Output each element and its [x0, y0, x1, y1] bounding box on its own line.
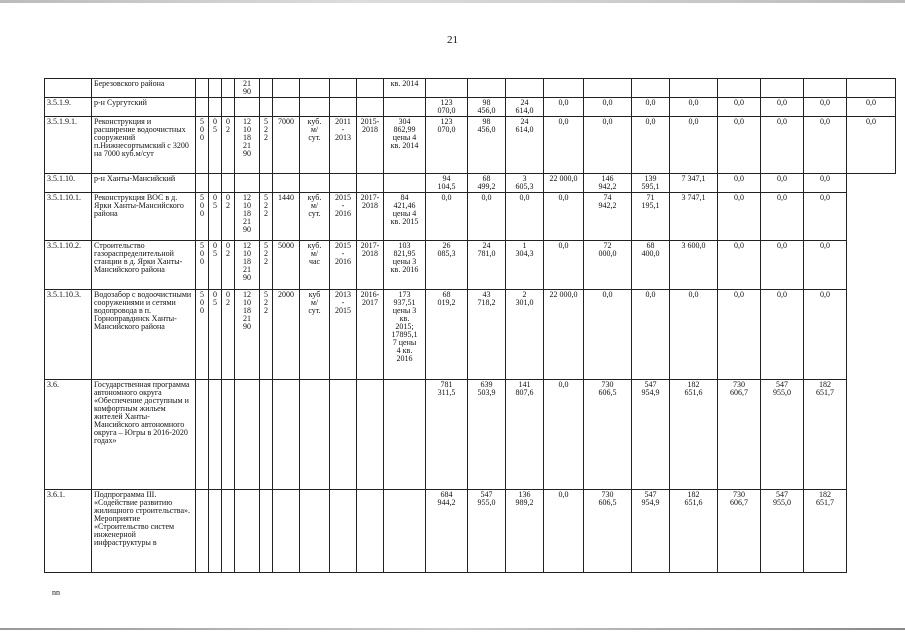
cell-total: 0,0 [426, 193, 468, 241]
cell-fin-2017-local: 3 747,1 [670, 193, 718, 241]
cell-design-period [330, 98, 357, 117]
cell-kbk1 [196, 98, 209, 117]
cell-fin-2017-total: 0,0 [584, 290, 632, 380]
cell-fin-2017-local: 7 347,1 [670, 174, 718, 193]
cell-fin-2017-ao: 68 400,0 [632, 241, 670, 290]
cell-fin-2018-ao: 0,0 [761, 98, 804, 117]
cell-fin-2018-ao: 0,0 [761, 290, 804, 380]
cell-unit [300, 174, 330, 193]
cell-kbk4 [235, 174, 260, 193]
cell-estimated-cost [384, 174, 426, 193]
cell-other-sources: 0,0 [544, 380, 584, 490]
cell-design-period: 2011 - 2013 [330, 117, 357, 174]
table-row [45, 79, 896, 98]
cell-budget-ao: 0,0 [468, 193, 506, 241]
cell-kbk3 [222, 490, 235, 573]
cell-design-period [330, 490, 357, 573]
cell-kbk3: 0 2 [222, 193, 235, 241]
cell-kbk4: 12 10 18 21 90 [235, 241, 260, 290]
cell-total: 26 085,3 [426, 241, 468, 290]
cell-code: 3.6.1. [45, 490, 92, 573]
cell-kbk4: 21 90 [235, 79, 260, 98]
cell-design-period: 2015 - 2016 [330, 193, 357, 241]
cell-fin-2017-local: 3 600,0 [670, 241, 718, 290]
cell-kbk2: 0 5 [209, 193, 222, 241]
cell-fin-2017-local: 0,0 [670, 117, 718, 174]
cell-extra: 0,0 [847, 98, 896, 117]
cell-design-period [330, 174, 357, 193]
cell-fin-2018-ao: 0,0 [761, 241, 804, 290]
cell-capacity [273, 380, 300, 490]
cell-budget-local: 24 614,0 [506, 117, 544, 174]
cell-fin-2017-ao [632, 79, 670, 98]
table-row [45, 380, 896, 490]
scan-edge-top [0, 0, 905, 3]
cell-budget-ao: 24 781,0 [468, 241, 506, 290]
cell-name: Строительство газораспределительной станции в д. Ярки Ханты-Мансийского района [92, 241, 196, 290]
cell-kbk4 [235, 98, 260, 117]
cell-estimated-cost: 84 421,46 цены 4 кв. 2015 [384, 193, 426, 241]
cell-fin-2018-ao: 547 955,0 [761, 380, 804, 490]
cell-kbk5 [260, 490, 273, 573]
cell-other-sources: 22 000,0 [544, 290, 584, 380]
cell-budget-local: 136 989,2 [506, 490, 544, 573]
cell-fin-2018-total: 730 606,7 [718, 490, 761, 573]
cell-fin-2017-local: 0,0 [670, 98, 718, 117]
cell-kbk1: 5 0 0 [196, 290, 209, 380]
cell-code: 3.5.1.9. [45, 98, 92, 117]
cell-budget-local: 3 605,3 [506, 174, 544, 193]
cell-name: Березовского района [92, 79, 196, 98]
cell-fin-2018-local: 0,0 [804, 174, 847, 193]
cell-kbk5: 5 2 2 [260, 290, 273, 380]
cell-fin-2018-local: 182 651,7 [804, 380, 847, 490]
cell-build-period: 2017- 2018 [357, 193, 384, 241]
cell-code: 3.5.1.10.3. [45, 290, 92, 380]
table-row [45, 98, 896, 117]
table-row [45, 241, 896, 290]
cell-kbk2: 0 5 [209, 241, 222, 290]
cell-fin-2018-local [804, 79, 847, 98]
cell-build-period [357, 79, 384, 98]
cell-kbk4 [235, 380, 260, 490]
cell-other-sources: 22 000,0 [544, 174, 584, 193]
cell-fin-2017-total: 74 942,2 [584, 193, 632, 241]
cell-fin-2017-ao: 139 595,1 [632, 174, 670, 193]
cell-unit: куб. м/ час [300, 241, 330, 290]
cell-kbk5: 5 2 2 [260, 241, 273, 290]
cell-design-period: 2013 - 2015 [330, 290, 357, 380]
cell-fin-2017-ao: 71 195,1 [632, 193, 670, 241]
cell-fin-2018-local: 0,0 [804, 117, 847, 174]
cell-total: 684 944,2 [426, 490, 468, 573]
cell-budget-ao [468, 79, 506, 98]
cell-other-sources [544, 79, 584, 98]
cell-code: 3.6. [45, 380, 92, 490]
cell-estimated-cost [384, 490, 426, 573]
table-row [45, 290, 896, 380]
cell-name: р-н Сургутский [92, 98, 196, 117]
cell-build-period: 2017- 2018 [357, 241, 384, 290]
cell-kbk2 [209, 490, 222, 573]
cell-fin-2017-total: 0,0 [584, 98, 632, 117]
cell-unit [300, 98, 330, 117]
cell-kbk5: 5 2 2 [260, 193, 273, 241]
table-row [45, 117, 896, 174]
cell-fin-2017-total: 146 942,2 [584, 174, 632, 193]
cell-fin-2017-local: 182 651,6 [670, 380, 718, 490]
cell-estimated-cost: 103 821,95 цены 3 кв. 2016 [384, 241, 426, 290]
cell-kbk3 [222, 174, 235, 193]
cell-total: 123 070,0 [426, 98, 468, 117]
cell-estimated-cost [384, 98, 426, 117]
cell-design-period [330, 380, 357, 490]
cell-total: 123 070,0 [426, 117, 468, 174]
cell-kbk1 [196, 380, 209, 490]
cell-total [426, 79, 468, 98]
cell-fin-2017-ao: 547 954,9 [632, 490, 670, 573]
cell-total: 94 104,5 [426, 174, 468, 193]
cell-kbk3: 0 2 [222, 241, 235, 290]
cell-extra [847, 79, 896, 98]
cell-kbk1 [196, 79, 209, 98]
cell-extra: 0,0 [847, 117, 896, 174]
cell-budget-ao: 68 499,2 [468, 174, 506, 193]
cell-build-period [357, 490, 384, 573]
table-row [45, 490, 896, 573]
cell-fin-2018-total: 0,0 [718, 117, 761, 174]
cell-estimated-cost: 304 862,99 цены 4 кв. 2014 [384, 117, 426, 174]
cell-budget-ao: 639 503,9 [468, 380, 506, 490]
cell-budget-ao: 547 955,0 [468, 490, 506, 573]
cell-code [45, 79, 92, 98]
cell-kbk4 [235, 490, 260, 573]
cell-unit: куб. м/ сут. [300, 193, 330, 241]
cell-budget-ao: 43 718,2 [468, 290, 506, 380]
cell-kbk1: 5 0 0 [196, 241, 209, 290]
cell-capacity: 1440 [273, 193, 300, 241]
cell-unit: куб. м/ сут. [300, 117, 330, 174]
cell-build-period [357, 174, 384, 193]
cell-fin-2017-total: 0,0 [584, 117, 632, 174]
cell-kbk1 [196, 174, 209, 193]
cell-name: р-н Ханты-Мансийский [92, 174, 196, 193]
cell-fin-2017-total: 72 000,0 [584, 241, 632, 290]
cell-budget-local: 0,0 [506, 193, 544, 241]
cell-fin-2018-ao [761, 79, 804, 98]
cell-code: 3.5.1.10.2. [45, 241, 92, 290]
cell-kbk2 [209, 380, 222, 490]
cell-fin-2018-total [718, 79, 761, 98]
cell-other-sources: 0,0 [544, 241, 584, 290]
cell-design-period: 2015 - 2016 [330, 241, 357, 290]
cell-fin-2017-local: 182 651,6 [670, 490, 718, 573]
page-number: 21 [447, 34, 458, 46]
cell-fin-2018-ao: 0,0 [761, 117, 804, 174]
cell-other-sources: 0,0 [544, 193, 584, 241]
cell-capacity [273, 79, 300, 98]
cell-fin-2018-total: 0,0 [718, 241, 761, 290]
cell-kbk2: 0 5 [209, 290, 222, 380]
cell-name: Подпрограмма III. «Содействие развитию жилищного строительства». Мероприятие «Строительство систем инженерной инфраструктуры в [92, 490, 196, 573]
cell-fin-2018-total: 0,0 [718, 290, 761, 380]
cell-kbk5 [260, 98, 273, 117]
cell-kbk4: 12 10 18 21 90 [235, 117, 260, 174]
cell-capacity: 5000 [273, 241, 300, 290]
cell-name: Реконструкция ВОС в д. Ярки Ханты-Мансийского района [92, 193, 196, 241]
cell-fin-2017-total [584, 79, 632, 98]
cell-fin-2018-total: 0,0 [718, 98, 761, 117]
cell-estimated-cost [384, 380, 426, 490]
cell-estimated-cost: кв. 2014 [384, 79, 426, 98]
cell-fin-2018-ao: 547 955,0 [761, 490, 804, 573]
budget-table [44, 78, 896, 573]
cell-capacity [273, 174, 300, 193]
cell-build-period: 2016- 2017 [357, 290, 384, 380]
cell-build-period [357, 380, 384, 490]
cell-kbk5 [260, 174, 273, 193]
cell-unit: куб м/ сут. [300, 290, 330, 380]
cell-kbk3 [222, 79, 235, 98]
cell-budget-ao: 98 456,0 [468, 117, 506, 174]
cell-kbk1: 5 0 0 [196, 193, 209, 241]
cell-fin-2017-local: 0,0 [670, 290, 718, 380]
cell-total: 781 311,5 [426, 380, 468, 490]
cell-kbk5: 5 2 2 [260, 117, 273, 174]
cell-budget-local: 2 301,0 [506, 290, 544, 380]
cell-kbk3: 0 2 [222, 117, 235, 174]
cell-fin-2018-local: 0,0 [804, 193, 847, 241]
cell-unit [300, 380, 330, 490]
cell-capacity [273, 490, 300, 573]
cell-name: Государственная программа автономного округа «Обеспечение доступным и комфортным жильем жителей Ханты-Мансийского автономного округа – Югры в 2016-2020 годах» [92, 380, 196, 490]
cell-design-period [330, 79, 357, 98]
cell-other-sources: 0,0 [544, 490, 584, 573]
footer-mark: nn [52, 588, 60, 597]
cell-build-period: 2015- 2018 [357, 117, 384, 174]
cell-unit [300, 79, 330, 98]
cell-fin-2018-total: 0,0 [718, 193, 761, 241]
cell-fin-2018-local: 182 651,7 [804, 490, 847, 573]
cell-code: 3.5.1.10.1. [45, 193, 92, 241]
cell-fin-2017-total: 730 606,5 [584, 490, 632, 573]
cell-fin-2018-ao: 0,0 [761, 193, 804, 241]
cell-fin-2017-local [670, 79, 718, 98]
cell-estimated-cost: 173 937,51 цены 3 кв. 2015; 17895,1 7 цены 4 кв. 2016 [384, 290, 426, 380]
cell-name: Реконструкция и расширение водоочистных сооружений п.Нижнесортымский с 3200 на 7000 куб.м/сут [92, 117, 196, 174]
cell-kbk3 [222, 98, 235, 117]
cell-capacity [273, 98, 300, 117]
cell-build-period [357, 98, 384, 117]
cell-budget-local: 24 614,0 [506, 98, 544, 117]
cell-fin-2017-total: 730 606,5 [584, 380, 632, 490]
cell-kbk2 [209, 98, 222, 117]
cell-kbk5 [260, 79, 273, 98]
cell-code: 3.5.1.10. [45, 174, 92, 193]
cell-kbk3 [222, 380, 235, 490]
cell-total: 68 019,2 [426, 290, 468, 380]
cell-fin-2017-ao: 547 954,9 [632, 380, 670, 490]
cell-kbk4: 12 10 18 21 90 [235, 290, 260, 380]
cell-fin-2018-local: 0,0 [804, 98, 847, 117]
cell-budget-local: 141 807,6 [506, 380, 544, 490]
cell-name: Водозабор с водоочистными сооружениями и сетями водопровода в п. Горноправдинск Ханты-Мансийского района [92, 290, 196, 380]
cell-fin-2017-ao: 0,0 [632, 98, 670, 117]
cell-capacity: 2000 [273, 290, 300, 380]
cell-other-sources: 0,0 [544, 117, 584, 174]
cell-other-sources: 0,0 [544, 98, 584, 117]
cell-kbk2 [209, 79, 222, 98]
cell-fin-2017-ao: 0,0 [632, 290, 670, 380]
cell-kbk1 [196, 490, 209, 573]
cell-fin-2018-local: 0,0 [804, 241, 847, 290]
cell-fin-2018-total: 730 606,7 [718, 380, 761, 490]
cell-unit [300, 490, 330, 573]
cell-kbk4: 12 10 18 21 90 [235, 193, 260, 241]
cell-kbk5 [260, 380, 273, 490]
table-row [45, 174, 896, 193]
cell-budget-local: 1 304,3 [506, 241, 544, 290]
cell-budget-local [506, 79, 544, 98]
cell-kbk2: 0 5 [209, 117, 222, 174]
cell-kbk2 [209, 174, 222, 193]
cell-capacity: 7000 [273, 117, 300, 174]
cell-fin-2017-ao: 0,0 [632, 117, 670, 174]
cell-fin-2018-local: 0,0 [804, 290, 847, 380]
cell-kbk1: 5 0 0 [196, 117, 209, 174]
cell-budget-ao: 98 456,0 [468, 98, 506, 117]
table-row [45, 193, 896, 241]
cell-kbk3: 0 2 [222, 290, 235, 380]
cell-fin-2018-ao: 0,0 [761, 174, 804, 193]
cell-fin-2018-total: 0,0 [718, 174, 761, 193]
cell-code: 3.5.1.9.1. [45, 117, 92, 174]
scan-edge-bottom [0, 628, 905, 630]
